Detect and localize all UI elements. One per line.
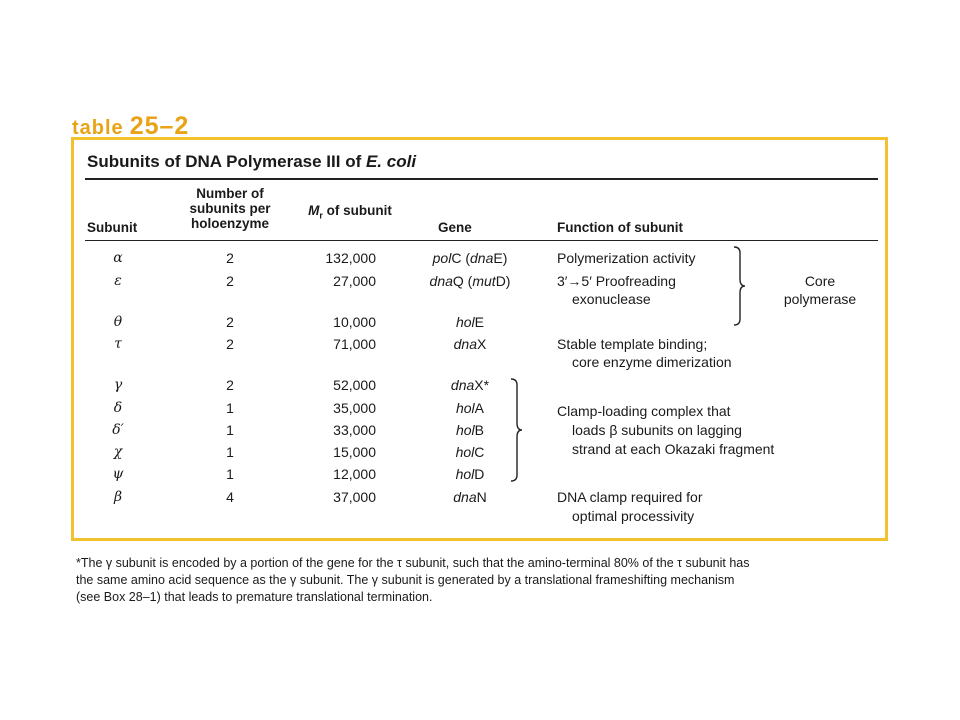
subunit-gene: dnaX bbox=[453, 336, 487, 352]
table-title: Subunits of DNA Polymerase III of E. coli bbox=[87, 152, 417, 171]
subunit-gene: dnaX* bbox=[450, 377, 490, 393]
table-number: 25–2 bbox=[129, 112, 190, 140]
subunit-count: 1 bbox=[226, 422, 234, 438]
footnote-line: *The γ subunit is encoded by a portion of the gene for the τ subunit, such that the amino-terminal 80% of the τ subunit has bbox=[76, 556, 750, 570]
function-clamp-loading-cont2: strand at each Okazaki fragment bbox=[572, 441, 775, 457]
subunit-symbol: χ bbox=[113, 444, 123, 460]
subunit-mr: 15,000 bbox=[333, 444, 376, 460]
subunit-gene: holC bbox=[455, 444, 485, 460]
subunit-count: 2 bbox=[226, 314, 234, 330]
subunit-count: 2 bbox=[226, 377, 234, 393]
subunit-count: 1 bbox=[226, 466, 234, 482]
header-gene: Gene bbox=[438, 220, 472, 235]
subunit-mr: 27,000 bbox=[333, 273, 376, 289]
core-polymerase-label: Core polymerase bbox=[783, 273, 857, 307]
subunit-gene: holB bbox=[455, 422, 485, 438]
subunit-symbol: β bbox=[113, 489, 123, 505]
subunit-gene: holD bbox=[455, 466, 485, 482]
subunit-mr: 33,000 bbox=[333, 422, 376, 438]
header-subunit: Subunit bbox=[87, 220, 138, 235]
table-word: table bbox=[72, 117, 124, 139]
subunit-count: 1 bbox=[226, 400, 234, 416]
clamp-loading-brace-icon bbox=[509, 377, 525, 483]
subunit-gene: polC (dnaE) bbox=[432, 250, 508, 266]
subunit-mr: 10,000 bbox=[333, 314, 376, 330]
subunit-mr: 132,000 bbox=[325, 250, 376, 266]
header-function: Function of subunit bbox=[557, 220, 683, 235]
subunit-symbol: α bbox=[113, 250, 123, 266]
subunit-count: 2 bbox=[226, 336, 234, 352]
subunit-gene: dnaN bbox=[453, 489, 487, 505]
footnote-line: (see Box 28–1) that leads to premature translational termination. bbox=[76, 590, 433, 604]
subunit-symbol: δ′ bbox=[112, 422, 124, 438]
function-clamp-loading-cont1: loads β subunits on lagging bbox=[572, 422, 742, 438]
top-rule bbox=[85, 178, 878, 180]
subunit-symbol: ε bbox=[114, 273, 122, 289]
function-stable-binding-cont: core enzyme dimerization bbox=[572, 354, 732, 370]
header-mr: $M_r$ of subunit bbox=[308, 203, 392, 221]
subunit-symbol: θ bbox=[113, 314, 123, 330]
subunit-count: 4 bbox=[226, 489, 234, 505]
function-dna-clamp-cont: optimal processivity bbox=[572, 508, 695, 524]
subunit-gene: dnaQ (mutD) bbox=[429, 273, 511, 289]
subunit-mr: 35,000 bbox=[333, 400, 376, 416]
subunit-count: 1 bbox=[226, 444, 234, 460]
subunit-symbol: γ bbox=[113, 377, 123, 393]
footnote-line: the same amino acid sequence as the γ subunit. The γ subunit is generated by a translational frameshifting mechanism bbox=[76, 573, 735, 587]
subunit-symbol: δ bbox=[113, 400, 123, 416]
function-stable-binding: Stable template binding; bbox=[557, 336, 708, 352]
subunit-count: 2 bbox=[226, 250, 234, 266]
header-rule bbox=[85, 240, 878, 241]
function-proofreading: 3′→5′ Proofreading bbox=[557, 273, 676, 289]
function-clamp-loading: Clamp-loading complex that bbox=[557, 403, 731, 419]
subunit-gene: holA bbox=[455, 400, 485, 416]
subunit-mr: 12,000 bbox=[333, 466, 376, 482]
subunit-mr: 52,000 bbox=[333, 377, 376, 393]
footnote bbox=[76, 555, 886, 606]
subunit-mr: 71,000 bbox=[333, 336, 376, 352]
subunit-symbol: ψ bbox=[112, 466, 124, 482]
subunit-gene: holE bbox=[455, 314, 485, 330]
core-brace-icon bbox=[732, 245, 748, 327]
subunit-mr: 37,000 bbox=[333, 489, 376, 505]
subunit-symbol: τ bbox=[114, 336, 122, 352]
function-dna-clamp: DNA clamp required for bbox=[557, 489, 703, 505]
subunit-count: 2 bbox=[226, 273, 234, 289]
function-polymerization: Polymerization activity bbox=[557, 250, 696, 266]
header-number: Number of subunits per holoenzyme bbox=[189, 186, 271, 231]
function-proofreading-cont: exonuclease bbox=[572, 291, 651, 307]
